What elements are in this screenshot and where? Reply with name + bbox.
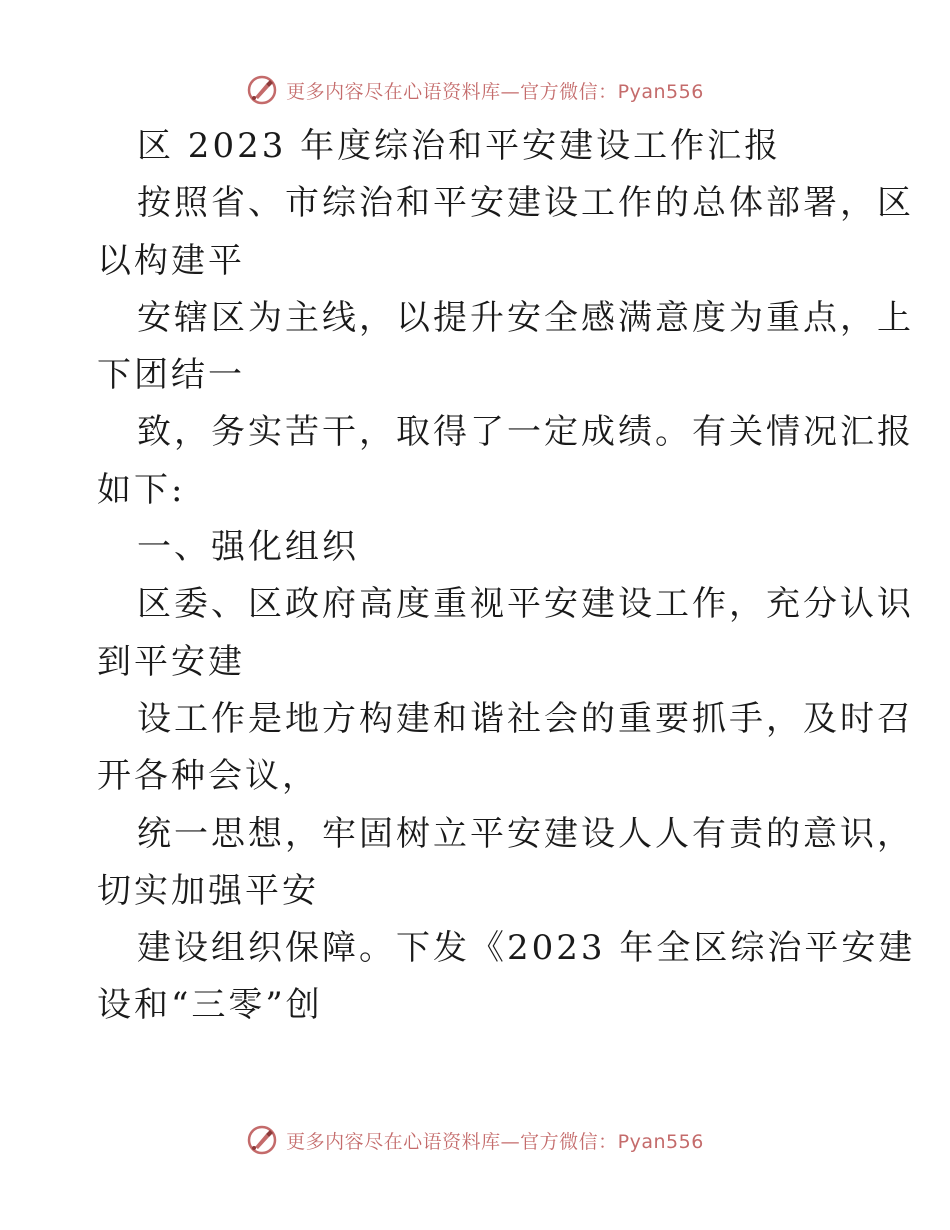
paragraph-line: 致，务实苦干，取得了一定成绩。有关情况汇报 [137,412,914,453]
paragraph-line: 设和“三零”创 [97,985,323,1026]
pen-nib-logo-icon [246,1124,278,1156]
paragraph-line: 下团结一 [97,355,245,396]
watermark-text [286,77,704,104]
paragraph-line: 建设组织保障。下发《2023 年全区综治平安建 [137,928,916,969]
watermark-banner-top [0,70,950,110]
paragraph-line: 区委、区政府高度重视平安建设工作，充分认识 [137,584,914,625]
paragraph-line: 开各种会议， [97,756,319,797]
document-body [97,118,916,1035]
watermark-text [286,1127,704,1154]
paragraph-line: 按照省、市综治和平安建设工作的总体部署，区 [137,183,914,224]
paragraph-line: 如下: [97,469,186,510]
watermark-id: Pyan556 [617,1130,704,1153]
watermark-label: 更多内容尽在心语资料库—官方微信： [286,80,618,103]
paragraph-line: 以构建平 [97,240,245,281]
paragraph-line: 统一思想，牢固树立平安建设人人有责的意识， [137,813,914,854]
pen-nib-logo-icon [246,74,278,106]
section-heading: 一、强化组织 [137,527,359,568]
paragraph-line: 安辖区为主线，以提升安全感满意度为重点，上 [137,297,914,338]
paragraph-line: 切实加强平安 [97,870,319,911]
paragraph-line: 设工作是地方构建和谐社会的重要抓手，及时召 [137,698,914,739]
paragraph-line: 到平安建 [97,641,245,682]
document-title: 区 2023 年度综治和平安建设工作汇报 [137,126,782,166]
watermark-banner-bottom [0,1120,950,1160]
watermark-id: Pyan556 [617,80,704,103]
watermark-label: 更多内容尽在心语资料库—官方微信： [286,1130,618,1153]
